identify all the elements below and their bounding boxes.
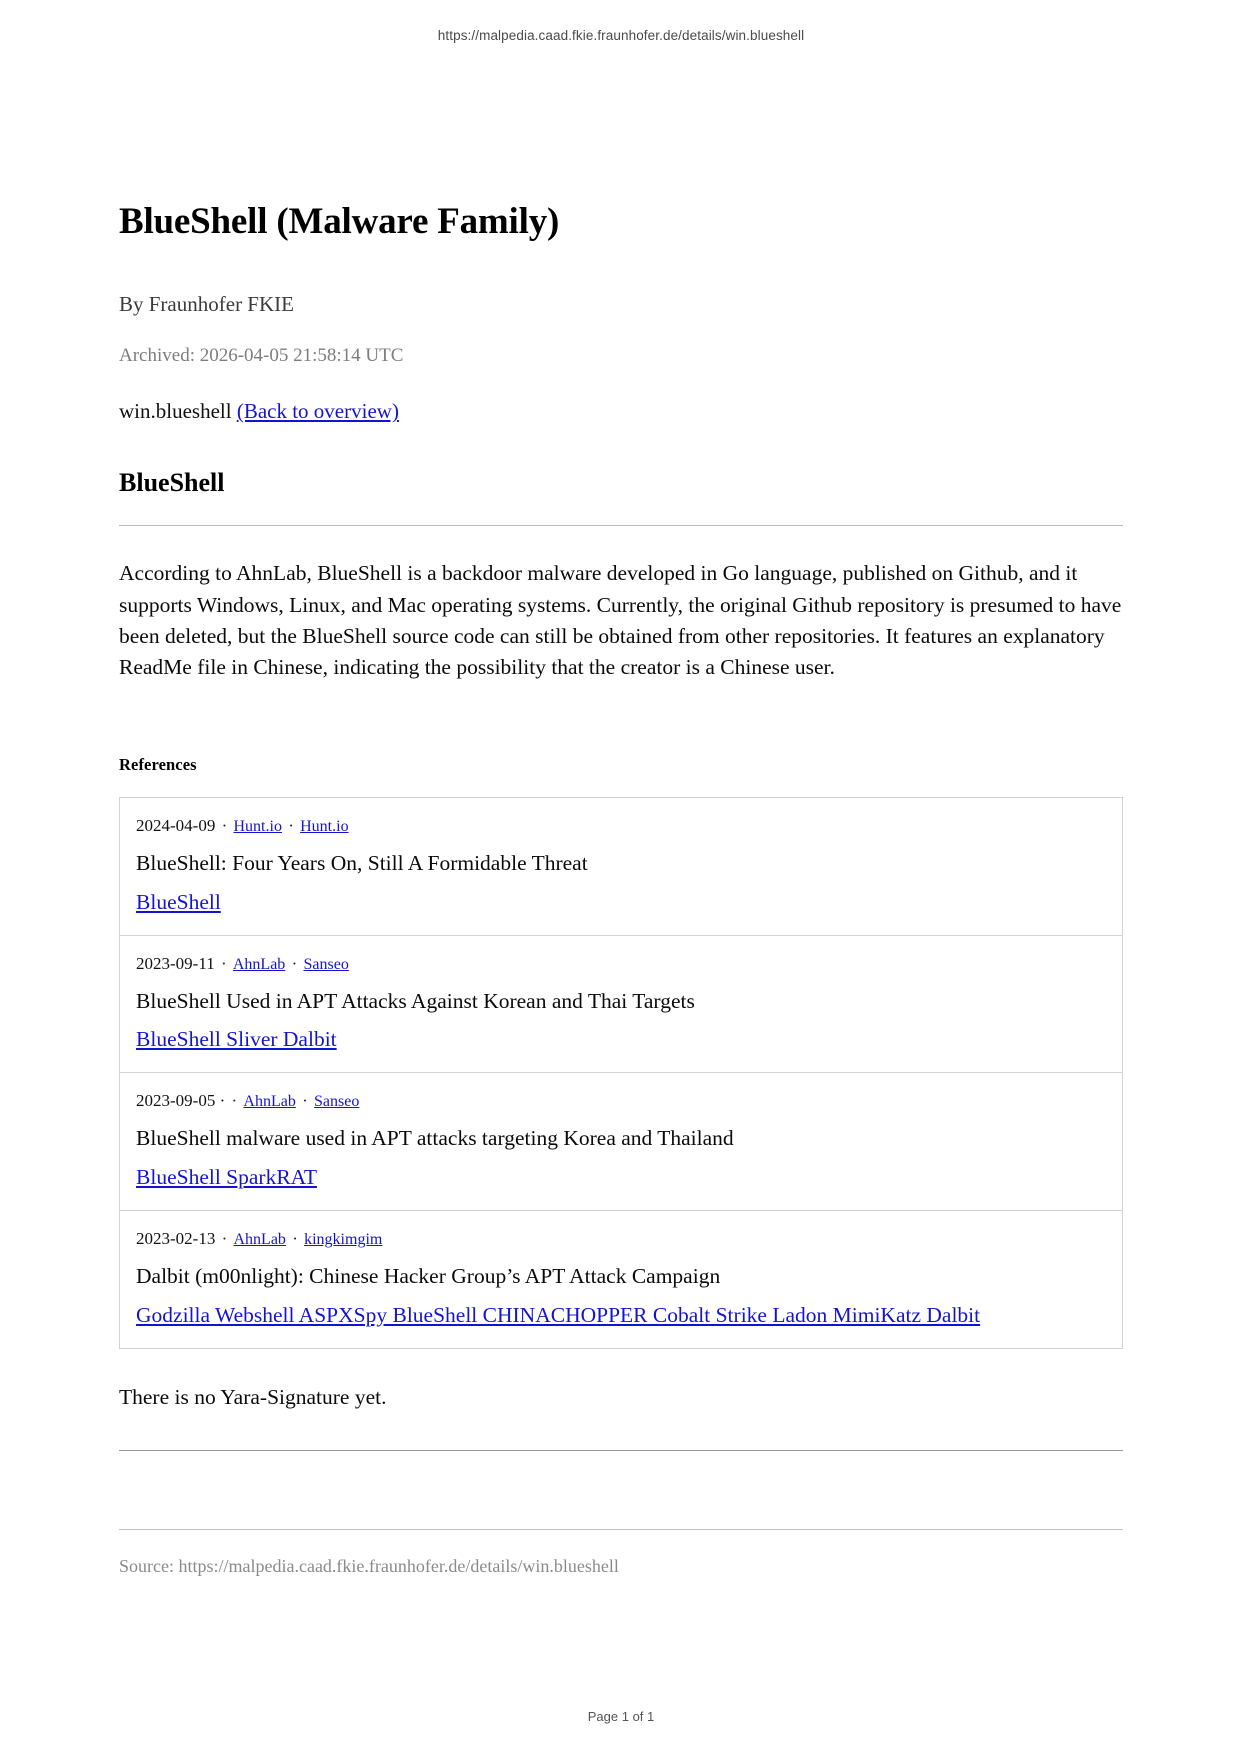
reference-tags-link[interactable]: BlueShell Sliver Dalbit [136, 1027, 337, 1052]
reference-source-link[interactable]: AhnLab [243, 1093, 296, 1111]
reference-tags-link[interactable]: Godzilla Webshell ASPXSpy BlueShell CHINACHOPPER Cobalt Strike Ladon MimiKatz Dalbit [136, 1302, 981, 1327]
reference-source-link[interactable]: Hunt.io [233, 818, 282, 836]
reference-meta [136, 815, 1106, 838]
reference-author-link[interactable]: Sanseo [314, 1093, 360, 1111]
table-row [120, 1211, 1123, 1349]
meta-separator: · [221, 1229, 228, 1249]
reference-title: BlueShell: Four Years On, Still A Formidable Threat [136, 850, 588, 875]
references-heading: References [119, 755, 197, 775]
reference-tags-link[interactable]: BlueShell [136, 889, 221, 914]
meta-separator: · [288, 816, 294, 836]
reference-author-link[interactable]: Sanseo [303, 955, 349, 973]
table-row [120, 935, 1123, 1073]
meta-separator: · [302, 1091, 308, 1111]
yara-signature-note: There is no Yara-Signature yet. [119, 1384, 387, 1409]
reference-title: BlueShell malware used in APT attacks targeting Korea and Thailand [136, 1126, 734, 1151]
table-row [120, 798, 1123, 936]
divider [119, 525, 1123, 526]
reference-date: 2023-02-13 [136, 1229, 216, 1249]
meta-separator: · [221, 816, 228, 836]
divider-bottom [119, 1450, 1123, 1451]
section-title: BlueShell [119, 468, 225, 498]
reference-meta [136, 1090, 1106, 1113]
reference-title: BlueShell Used in APT Attacks Against Korean and Thai Targets [136, 988, 695, 1013]
meta-separator: · [292, 1229, 298, 1249]
family-identifier-line [119, 399, 1123, 424]
divider-footer [119, 1529, 1123, 1530]
source-line: Source: https://malpedia.caad.fkie.fraunhofer.de/details/win.blueshell [119, 1555, 619, 1576]
document-content [119, 200, 1123, 1577]
table-row [120, 1073, 1123, 1211]
reference-date: 2023-09-11 [136, 953, 215, 973]
meta-separator: · [291, 953, 298, 973]
archived-timestamp: Archived: 2026-04-05 21:58:14 UTC [119, 345, 404, 367]
reference-date: 2024-04-09 [136, 816, 216, 836]
reference-author-link[interactable]: Hunt.io [300, 818, 349, 836]
reference-tags-link[interactable]: BlueShell SparkRAT [136, 1165, 317, 1190]
archived-url-header: https://malpedia.caad.fkie.fraunhofer.de/details/win.blueshell [437, 28, 805, 43]
reference-title: Dalbit (m00nlight): Chinese Hacker Group’s APT Attack Campaign [136, 1263, 721, 1288]
reference-meta [136, 953, 1106, 976]
meta-separator: · [231, 1091, 238, 1111]
reference-date: 2023-09-05 · [136, 1091, 226, 1111]
reference-author-link[interactable]: kingkimgim [304, 1231, 383, 1249]
page-number-footer: Page 1 of 1 [587, 1709, 655, 1724]
page-title: BlueShell (Malware Family) [119, 201, 560, 242]
back-to-overview-link[interactable]: (Back to overview) [236, 399, 399, 424]
meta-separator: · [220, 953, 227, 973]
references-table [119, 797, 1123, 1349]
reference-source-link[interactable]: AhnLab [232, 955, 286, 973]
byline: By Fraunhofer FKIE [119, 292, 294, 317]
reference-source-link[interactable]: AhnLab [233, 1231, 286, 1249]
family-description: According to AhnLab, BlueShell is a backdoor malware developed in Go language, published on Github, and it supports Windows, Linux, and Mac operating systems. Currently, the original Github repository is presumed to have been deleted, but the BlueShell source code can still be obtained from other repositories. It features an explanatory ReadMe file in Chinese, indicating the possibility that the creator is a Chinese user. [119, 561, 1122, 679]
reference-meta [136, 1228, 1106, 1251]
family-id: win.blueshell [119, 399, 232, 424]
